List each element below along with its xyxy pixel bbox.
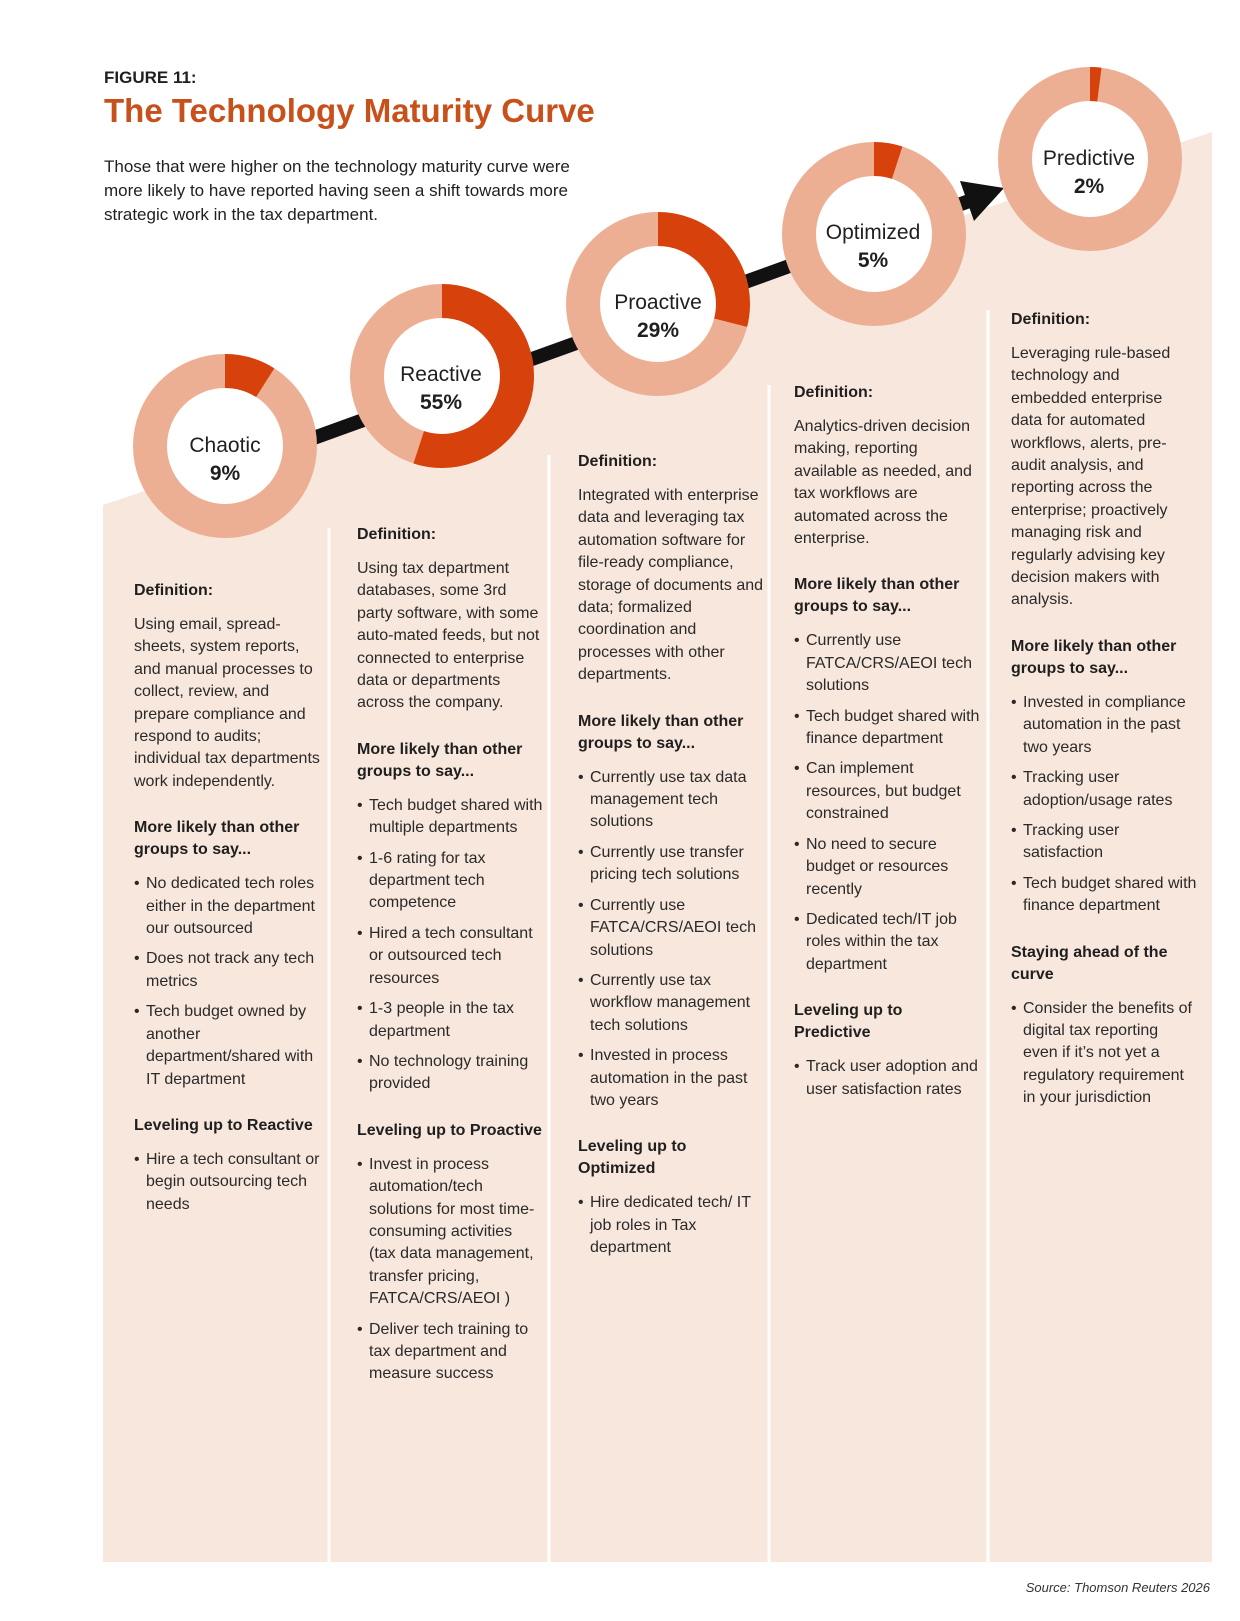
likely-heading: More likely than other groups to say...: [578, 712, 744, 752]
likely-list: [357, 795, 543, 1096]
likely-heading: More likely than other groups to say...: [1011, 637, 1177, 677]
next-level-heading: Leveling up to Reactive: [134, 1116, 313, 1134]
definition-heading: Definition:: [578, 453, 658, 470]
figure-label: FIGURE 11:: [104, 68, 197, 87]
list-item: • 1-3 people in the tax department: [357, 998, 543, 1043]
next-level-heading: Leveling up to Predictive: [794, 1002, 903, 1042]
list-item: • No technology training provided: [357, 1051, 543, 1096]
list-item: • 1-6 rating for tax department tech competence: [357, 848, 543, 915]
list-item: • Deliver tech training to tax department and measure success: [357, 1319, 543, 1386]
next-level-list: [357, 1154, 543, 1386]
column-chaotic: [134, 580, 320, 1240]
donut-label-proactive: [588, 289, 728, 345]
likely-list: [578, 767, 764, 1113]
source-note: Source: Thomson Reuters 2026: [1025, 1580, 1210, 1595]
definition-heading: Definition:: [1011, 311, 1091, 328]
figure-subtitle: Those that were higher on the technology maturity curve were more likely to have reported having seen a shift towards more strategic work in the tax department.: [104, 157, 570, 224]
list-item: • Currently use FATCA/CRS/AEOI tech solutions: [794, 630, 980, 697]
list-item: • Currently use transfer pricing tech solutions: [578, 842, 764, 887]
definition-text: Using email, spread-sheets, system reports, and manual processes to collect, review, and prepare compliance and respond to audits; individual tax departments work independently.: [134, 616, 320, 790]
list-item: • Hire dedicated tech/ IT job roles in Tax department: [578, 1192, 764, 1259]
likely-list: [134, 873, 320, 1091]
next-level-list: [578, 1192, 764, 1259]
list-item: • Invested in compliance automation in the past two years: [1011, 692, 1197, 759]
next-level-heading: Leveling up to Proactive: [357, 1121, 542, 1139]
list-item: • No dedicated tech roles either in the department our outsourced: [134, 873, 320, 940]
stage-name: Proactive: [614, 291, 702, 314]
column-optimized: [794, 382, 980, 1125]
list-item: • Track user adoption and user satisfaction rates: [794, 1056, 980, 1101]
stage-name: Reactive: [400, 363, 482, 386]
list-item: • Hired a tech consultant or outsourced tech resources: [357, 923, 543, 990]
list-item: • Currently use FATCA/CRS/AEOI tech solutions: [578, 895, 764, 962]
definition-text: Analytics-driven decision making, reporting available as needed, and tax workflows are automated across the enterprise.: [794, 418, 972, 548]
donut-label-optimized: [803, 219, 943, 275]
list-item: • Can implement resources, but budget constrained: [794, 758, 980, 825]
donut-label-chaotic: [155, 432, 295, 488]
list-item: • Tracking user satisfaction: [1011, 820, 1197, 865]
stage-percent: 9%: [209, 462, 241, 485]
stage-name: Optimized: [825, 221, 921, 244]
stage-percent: 55%: [419, 391, 463, 414]
list-item: • Tech budget shared with multiple departments: [357, 795, 543, 840]
next-level-list: [794, 1056, 980, 1101]
list-item: • Tech budget owned by another department/shared with IT department: [134, 1001, 320, 1091]
list-item: • Does not track any tech metrics: [134, 948, 320, 993]
figure-title: The Technology Maturity Curve: [104, 92, 595, 129]
column-predictive: [1011, 309, 1197, 1134]
likely-list: [794, 630, 980, 976]
definition-text: Integrated with enterprise data and leveraging tax automation software for file-ready compliance, storage of documents and data; formalized coordination and processes with other departments.: [578, 487, 764, 684]
definition-heading: Definition:: [134, 582, 214, 599]
next-level-list: [1011, 998, 1197, 1110]
list-item: • Invested in process automation in the past two years: [578, 1045, 764, 1112]
list-item: • No need to secure budget or resources recently: [794, 834, 980, 901]
stage-name: Predictive: [1042, 147, 1136, 170]
stage-percent: 29%: [636, 319, 680, 342]
donut-label-predictive: [1019, 145, 1159, 201]
next-level-heading: Leveling up to Optimized: [578, 1138, 687, 1178]
list-item: • Tracking user adoption/usage rates: [1011, 767, 1197, 812]
list-item: • Invest in process automation/tech solutions for most time-consuming activities (tax data management, transfer pricing, FATCA/CRS/AEOI ): [357, 1154, 543, 1311]
stage-name: Chaotic: [189, 434, 261, 457]
list-item: • Hire a tech consultant or begin outsourcing tech needs: [134, 1149, 320, 1216]
list-item: • Dedicated tech/IT job roles within the tax department: [794, 909, 980, 976]
column-reactive: [357, 524, 543, 1410]
list-item: • Tech budget shared with finance department: [1011, 873, 1197, 918]
stage-percent: 2%: [1073, 175, 1105, 198]
donut-label-reactive: [371, 361, 511, 417]
definition-heading: Definition:: [794, 384, 874, 401]
likely-heading: More likely than other groups to say...: [794, 576, 960, 616]
list-item: • Tech budget shared with finance department: [794, 706, 980, 751]
list-item: • Consider the benefits of digital tax reporting even if it’s not yet a regulatory requirement in your jurisdiction: [1011, 998, 1197, 1110]
stage-percent: 5%: [857, 249, 889, 272]
likely-list: [1011, 692, 1197, 918]
definition-text: Using tax department databases, some 3rd party software, with some auto-mated feeds, but not connected to enterprise data or departments across the company.: [357, 560, 540, 712]
likely-heading: More likely than other groups to say...: [357, 740, 523, 780]
definition-text: Leveraging rule-based technology and embedded enterprise data for automated workflows, alerts, pre-audit analysis, and reporting across the enterprise; proactively managing risk and regularly advising key decision makers with analysis.: [1011, 345, 1171, 609]
list-item: • Currently use tax data management tech solutions: [578, 767, 764, 834]
next-level-heading: Staying ahead of the curve: [1011, 943, 1168, 983]
likely-heading: More likely than other groups to say...: [134, 819, 300, 859]
definition-heading: Definition:: [357, 526, 437, 543]
next-level-list: [134, 1149, 320, 1216]
column-proactive: [578, 451, 764, 1284]
list-item: • Currently use tax workflow management tech solutions: [578, 970, 764, 1037]
